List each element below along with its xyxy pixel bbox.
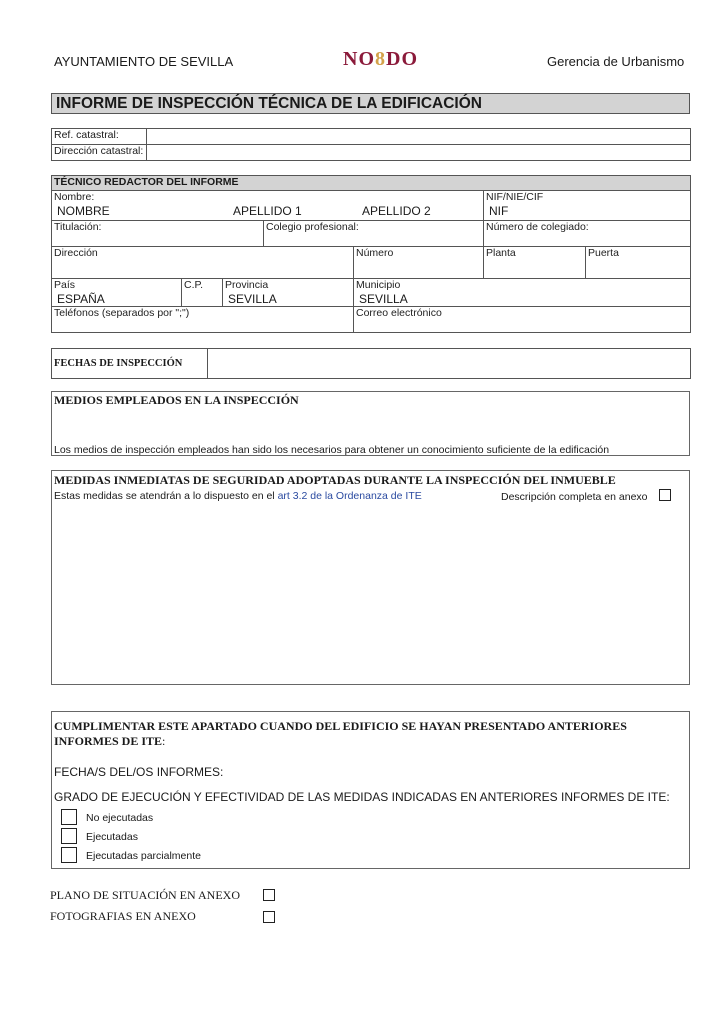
medidas-anexo-checkbox[interactable] — [659, 489, 671, 501]
logo-text-post: DO — [386, 48, 418, 70]
pais-field[interactable]: País ESPAÑA — [52, 279, 182, 307]
direccion-catastral-label: Dirección catastral: — [52, 145, 147, 161]
anteriores-heading — [54, 719, 684, 749]
catastro-table — [51, 128, 691, 161]
fotos-anexo-checkbox[interactable] — [263, 911, 275, 923]
fechas-field[interactable] — [208, 349, 691, 379]
ref-catastral-label: Ref. catastral: — [52, 129, 147, 145]
medidas-text-pre: Estas medidas se atendrán a lo dispuesto en el — [54, 490, 275, 502]
medidas-text-area[interactable] — [54, 507, 687, 682]
nodo-logo — [343, 48, 418, 71]
logo-madeja-icon: 8 — [375, 48, 386, 70]
no-ejecutadas-checkbox[interactable] — [61, 809, 77, 825]
anteriores-heading-colon: : — [162, 734, 166, 748]
planta-field[interactable]: Planta — [484, 247, 586, 279]
anteriores-section — [51, 711, 690, 869]
colegiado-field[interactable]: Número de colegiado: — [484, 221, 691, 247]
tecnico-heading: TÉCNICO REDACTOR DEL INFORME — [52, 176, 691, 191]
header-organization: AYUNTAMIENTO DE SEVILLA — [54, 54, 234, 69]
colegio-field[interactable]: Colegio profesional: — [264, 221, 484, 247]
apellido2-value: APELLIDO 2 — [362, 204, 431, 218]
direccion-catastral-field[interactable] — [147, 145, 691, 161]
provincia-field[interactable]: Provincia SEVILLA — [223, 279, 354, 307]
cp-field[interactable]: C.P. — [182, 279, 223, 307]
logo-text-pre: NO — [343, 48, 375, 70]
medios-text: Los medios de inspección empleados han sido los necesarios para obtener un conocimiento suficiente de la edificación — [54, 444, 610, 456]
tecnico-table — [51, 175, 691, 333]
ejecutadas-label: Ejecutadas — [86, 831, 138, 843]
fechas-table — [51, 348, 691, 379]
correo-field[interactable]: Correo electrónico — [354, 307, 691, 333]
nif-value: NIF — [489, 204, 509, 218]
municipio-field[interactable]: Municipio SEVILLA — [354, 279, 691, 307]
fotos-anexo-label: FOTOGRAFIAS EN ANEXO — [50, 909, 196, 923]
nif-field[interactable] — [484, 191, 691, 221]
medios-heading: MEDIOS EMPLEADOS EN LA INSPECCIÓN — [54, 393, 299, 407]
ejecutadas-parcialmente-label: Ejecutadas parcialmente — [86, 850, 201, 862]
numero-field[interactable]: Número — [354, 247, 484, 279]
page-title: INFORME DE INSPECCIÓN TÉCNICA DE LA EDIFICACIÓN — [51, 93, 690, 114]
medios-section — [51, 391, 690, 456]
header-department: Gerencia de Urbanismo — [547, 54, 685, 69]
pais-value: ESPAÑA — [57, 292, 105, 306]
ref-catastral-field[interactable] — [147, 129, 691, 145]
ordenanza-link[interactable]: art 3.2 de la Ordenanza de ITE — [277, 490, 422, 502]
anteriores-fechas-label: FECHA/S DEL/OS INFORMES: — [54, 765, 224, 779]
titulacion-field[interactable]: Titulación: — [52, 221, 264, 247]
anteriores-heading-line1: CUMPLIMENTAR ESTE APARTADO CUANDO DEL EDIFICIO SE HAYAN PRESENTADO ANTERIORES — [54, 719, 627, 733]
medidas-text — [54, 490, 422, 502]
medidas-anexo-label: Descripción completa en anexo — [501, 491, 648, 503]
plano-anexo-label: PLANO DE SITUACIÓN EN ANEXO — [50, 888, 240, 902]
medidas-heading: MEDIDAS INMEDIATAS DE SEGURIDAD ADOPTADAS DURANTE LA INSPECCIÓN DEL INMUEBLE — [54, 473, 616, 487]
direccion-field[interactable]: Dirección — [52, 247, 354, 279]
plano-anexo-checkbox[interactable] — [263, 889, 275, 901]
telefonos-field[interactable]: Teléfonos (separados por ";") — [52, 307, 354, 333]
nombre-field[interactable] — [52, 191, 484, 221]
fechas-heading: FECHAS DE INSPECCIÓN — [52, 349, 208, 379]
anteriores-heading-line2: INFORMES DE ITE — [54, 734, 163, 748]
ejecutadas-parcialmente-checkbox[interactable] — [61, 847, 77, 863]
nombre-value: NOMBRE — [57, 204, 110, 218]
nif-label: NIF/NIE/CIF — [486, 191, 544, 203]
nombre-label: Nombre: — [54, 191, 95, 203]
apellido1-value: APELLIDO 1 — [233, 204, 302, 218]
municipio-value: SEVILLA — [359, 292, 408, 306]
ejecutadas-checkbox[interactable] — [61, 828, 77, 844]
puerta-field[interactable]: Puerta — [586, 247, 691, 279]
no-ejecutadas-label: No ejecutadas — [86, 812, 154, 824]
provincia-value: SEVILLA — [228, 292, 277, 306]
medidas-section — [51, 470, 690, 685]
anteriores-grado-label: GRADO DE EJECUCIÓN Y EFECTIVIDAD DE LAS MEDIDAS INDICADAS EN ANTERIORES INFORMES DE ITE: — [54, 790, 670, 804]
